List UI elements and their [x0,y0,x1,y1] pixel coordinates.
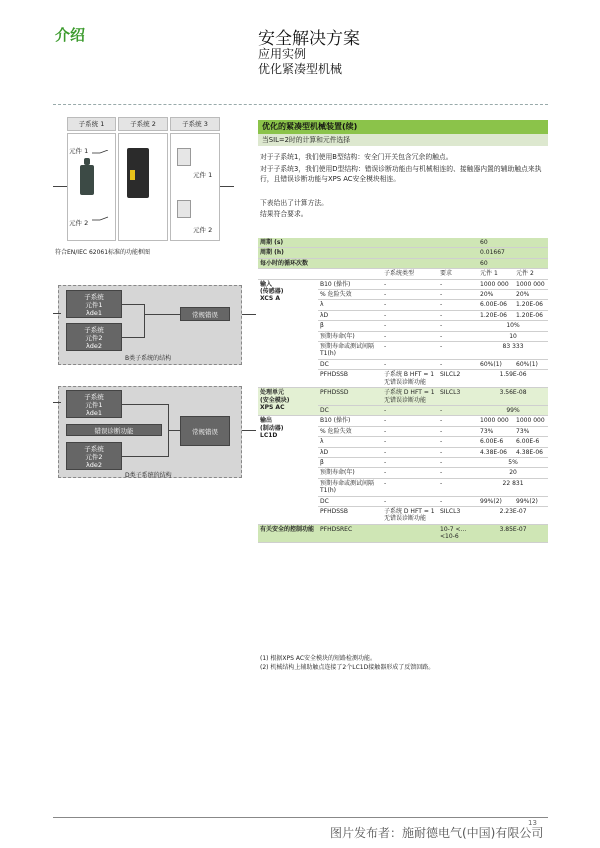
table-cell: 3.85E-07 [478,524,548,542]
table-cell: SILCL3 [438,388,478,406]
paragraph: 对于子系统3，我们使用D型结构：错误诊断功能由与机械相连的、接触器内置的辅助触点来执行，且错误诊断功能与XPS AC安全模块相连。 [260,165,542,183]
table-cell: 预期寿命或测试间隔T1(h) [318,478,382,496]
page-subtitle: 应用实例 [258,47,307,61]
watermark: 图片发布者：施耐德电气(中国)有限公司 [330,826,544,840]
table-cell: - [382,457,438,467]
table-cell: 1.20E-06 [478,310,514,320]
table-cell: - [382,290,438,300]
table-cell: 73% [478,426,514,436]
component-1-label: 元件 1 [69,147,89,155]
table-cell: 4.38E-06 [514,447,548,457]
table-cell: 6.00E-6 [478,437,514,447]
table-cell: PFHDSSB [318,370,382,388]
box-label: 元件2 [85,334,103,342]
table-cell: - [382,405,438,415]
table-cell: - [438,321,478,331]
page-number: 13 [528,819,537,827]
table-cell: 6.00E-06 [478,300,514,310]
subsystem-1-header: 子系统 1 [67,117,116,131]
table-cell: 20% [478,290,514,300]
box-label: 元件2 [85,453,103,461]
table-row [258,238,548,248]
section-banner: 优化的紧凑型机械装置(续) [258,120,548,134]
box-label: λde1 [85,409,103,417]
table-cell: 1000 000 [514,416,548,426]
table-cell [382,524,438,542]
subsystem-3-header: 子系统 3 [170,117,220,131]
table-cell: - [382,331,438,341]
table-cell: 6.00E-6 [514,437,548,447]
table-cell: 1000 000 [478,416,514,426]
table-cell [318,269,382,279]
table-cell: 60 [478,238,548,248]
contact-symbol-icon [92,150,114,226]
table-cell: 每小时的循环次数 [258,258,478,268]
subsystem-element-1-box [66,390,122,418]
table-cell: 有关安全的控制功能 [258,524,318,542]
table-row [258,248,548,258]
table-cell: 1000 000 [478,279,514,289]
table-cell: SILCL3 [438,506,478,524]
table-cell: 73% [514,426,548,436]
table-cell: - [438,279,478,289]
table-cell: 3.56E-08 [478,388,548,406]
table-cell: 预期寿命(年) [318,468,382,478]
diagram-caption: 符合EN/IEC 62061标准的功能框图 [55,249,151,256]
table-cell: PFHDSSD [318,388,382,406]
table-cell: - [382,300,438,310]
table-cell: % 危险失效 [318,426,382,436]
box-label: 元件1 [85,401,103,409]
box-label: λde2 [85,461,103,469]
component-3-1-label: 元件 1 [193,171,213,179]
table-cell: 输入 (传感器) XCS A [258,279,318,387]
table-cell: 处理单元 (安全模块) XPS AC [258,388,318,416]
box-label: 子系统 [84,445,104,453]
footnote: (1) 根据XPS AC安全模块的短路检测功能。 [260,655,377,662]
table-cell: 10 [478,331,548,341]
table-cell: - [382,321,438,331]
table-cell: 子系统 D HFT = 1 无错误诊断功能 [382,388,438,406]
table-cell: SILCL2 [438,370,478,388]
table-cell: 周期 (s) [258,238,478,248]
table-cell: 0.01667 [478,248,548,258]
table-row [258,258,548,268]
paragraph: 对于子系统1，我们使用B型结构：安全门开关包含冗余的触点。 [260,153,453,161]
wire [122,404,168,405]
table-cell: 99%(2) [514,496,548,506]
table-cell: 要求 [438,269,478,279]
table-cell: - [438,310,478,320]
table-cell: - [438,457,478,467]
wire [53,186,67,187]
table-cell: β [318,457,382,467]
table-cell: DC [318,405,382,415]
diagram-caption: D类子系统的结构 [125,472,172,479]
table-cell: - [438,300,478,310]
table-cell: - [382,416,438,426]
table-cell: - [382,468,438,478]
table-cell: % 危险失效 [318,290,382,300]
table-cell: PFHDSSB [318,506,382,524]
table-row [258,416,548,426]
table-cell: B10 (操作) [318,416,382,426]
table-cell: 元件 1 [478,269,514,279]
table-cell: 1.20E-06 [514,300,548,310]
table-cell: β [318,321,382,331]
box-label: 子系统 [84,293,104,301]
table-cell: 5% [478,457,548,467]
table-cell: DC [318,496,382,506]
table-cell: 1.20E-06 [514,310,548,320]
table-cell: - [382,310,438,320]
table-cell: 1.59E-06 [478,370,548,388]
table-cell: λ [318,300,382,310]
table-cell: - [382,447,438,457]
table-cell: - [438,426,478,436]
component-3-2-label: 元件 2 [193,226,213,234]
table-cell: 子系统类型 [382,269,438,279]
table-cell: λ [318,437,382,447]
paragraph: 结果符合要求。 [260,210,308,218]
diagnostic-function-box: 错误诊断功能 [66,424,162,436]
box-label: λde2 [85,342,103,350]
wire [53,313,61,314]
table-cell: - [382,496,438,506]
table-cell: 子系统 D HFT = 1 无错误诊断功能 [382,506,438,524]
common-error-box: 常规错误 [180,416,230,446]
wire [53,402,61,403]
wire [122,304,144,305]
wire [122,337,144,338]
module-label-icon [130,170,135,180]
footnote: (2) 机械结构上辅助触点连接了2个LC1D接触器形成了反馈回路。 [260,664,435,671]
component-2-label: 元件 2 [69,219,89,227]
wire [242,430,256,431]
common-error-box: 常规错误 [180,307,230,321]
table-cell: - [438,290,478,300]
table-cell: B10 (操作) [318,279,382,289]
table-cell: 预期寿命或测试间隔T1(h) [318,342,382,360]
table-cell: 1000 000 [514,279,548,289]
wire [122,456,168,457]
subsystem-element-2-box [66,442,122,470]
wire [168,430,180,431]
table-cell: - [438,405,478,415]
table-cell: 10-7 <...<10-6 [438,524,478,542]
table-cell: - [382,342,438,360]
table-cell: - [382,437,438,447]
table-cell: 60%(1) [478,359,514,369]
subsystem-element-2-box [66,323,122,351]
table-cell: 83 333 [478,342,548,360]
table-cell: λD [318,310,382,320]
contactor-icon [177,148,191,166]
table-cell: DC [318,359,382,369]
diagram-caption: B类子系统的结构 [125,355,172,362]
switch-head-icon [84,158,90,165]
table-cell: - [382,279,438,289]
table-cell: - [438,437,478,447]
table-cell: 20% [514,290,548,300]
paragraph: 下表给出了计算方法。 [260,199,328,207]
table-cell: 99% [478,405,548,415]
table-cell: 60 [478,258,548,268]
contactor-icon [177,200,191,218]
table-cell: 10% [478,321,548,331]
table-cell: 4.38E-06 [478,447,514,457]
wire [144,304,145,338]
calculation-table [258,238,548,543]
box-label: 子系统 [84,326,104,334]
table-cell: 2.23E-07 [478,506,548,524]
subsystem-element-1-box [66,290,122,318]
table-cell: 预期寿命(年) [318,331,382,341]
table-cell: - [438,359,478,369]
table-cell: 22 831 [478,478,548,496]
table-cell: λD [318,447,382,457]
table-cell: - [438,342,478,360]
wire [144,314,180,315]
section-label: 介绍 [55,26,86,44]
table-cell: - [438,496,478,506]
table-cell [258,269,318,279]
table-cell: 输出 (制动器) LC1D [258,416,318,524]
table-row [258,279,548,289]
table-cell: 99%(2) [478,496,514,506]
table-header-row [258,269,548,279]
page-title: 安全解决方案 [258,29,360,49]
table-cell: PFHDSREC [318,524,382,542]
table-cell: - [438,468,478,478]
wire [242,314,256,315]
table-row [258,524,548,542]
divider [53,104,548,105]
table-cell: - [382,478,438,496]
table-cell: - [438,447,478,457]
table-cell: 60%(1) [514,359,548,369]
footer-divider [53,817,548,818]
box-label: 元件1 [85,301,103,309]
table-cell: - [438,416,478,426]
table-cell: - [382,426,438,436]
table-cell: - [438,478,478,496]
subsystem-2-header: 子系统 2 [118,117,168,131]
box-label: 子系统 [84,393,104,401]
section-sub-banner: 当SIL=2时的计算和元件选择 [258,134,548,146]
table-cell: 子系统 B HFT = 1 无错误诊断功能 [382,370,438,388]
table-cell: - [438,331,478,341]
table-cell: 20 [478,468,548,478]
wire [220,186,234,187]
table-cell: 元件 2 [514,269,548,279]
table-cell: - [382,359,438,369]
table-cell: 周期 (h) [258,248,478,258]
box-label: λde1 [85,309,103,317]
page-subtitle-2: 优化紧凑型机械 [258,62,343,76]
table-row [258,388,548,406]
